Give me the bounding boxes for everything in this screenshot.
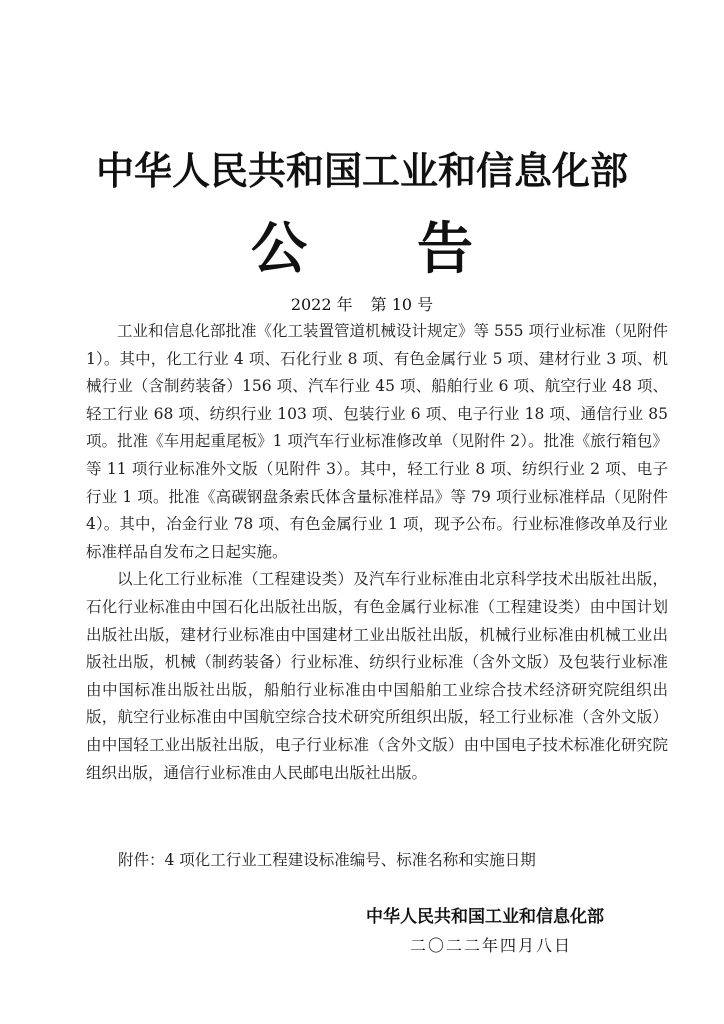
announcement-body [86, 318, 668, 787]
announcement-title [0, 205, 724, 285]
title-char-2: 告 [417, 217, 473, 282]
document-year: 2022 年 [290, 295, 353, 314]
signature-date: 二〇二二年四月八日 [409, 936, 572, 955]
attachment-line: 附件：4 项化工行业工程建设标准编号、标准名称和实施日期 [118, 851, 536, 869]
title-char-1: 公 [251, 217, 307, 282]
ministry-header: 中华人民共和国工业和信息化部 [95, 149, 628, 193]
signature-organization: 中华人民共和国工业和信息化部 [366, 907, 604, 927]
body-paragraph-2: 以上化工行业标准（工程建设类）及汽车行业标准由北京科学技术出版社出版，石化行业标准由中国石化出版社出版，有色金属行业标准（工程建设类）由中国计划出版社出版，建材行业标准由中国建材工业出版社出版，机械行业标准由机械工业出版社出版，机械（制药装备）行业标准、纺织行业标准（含外文版）及包装行业标准由中国标准出版社出版，船舶行业标准由中国船舶工业综合技术经济研究院组织出版，航空行业标准由中国航空综合技术研究所组织出版，轻工行业标准（含外文版）由中国轻工业出版社出版，电子行业标准（含外文版）由中国电子技术标准化研究院组织出版，通信行业标准由人民邮电出版社出版。 [86, 570, 668, 782]
document-issue-number: 第 10 号 [370, 295, 434, 314]
document-number [0, 292, 724, 315]
body-paragraph-1: 工业和信息化部批准《化工装置管道机械设计规定》等 555 项行业标准（见附件 1）。其中，化工行业 4 项、石化行业 8 项、有色金属行业 5 项、建材行业 3 项、机械行业（含制药装备）156 项、汽车行业 45 项、船舶行业 6 项、航空行业 48 项、轻工行业 68 项、纺织行业 103 项、包装行业 6 项、电子行业 18 项、通信行业 85 项。批准《车用起重尾板》1 项汽车行业标准修改单（见附件 2）。批准《旅行箱包》等 11 项行业标准外文版（见附件 3）。其中，轻工行业 8 项、纺织行业 2 项、电子行业 1 项。批准《高碳钢盘条索氏体含量标准样品》等 79 项行业标准样品（见附件 4）。其中，冶金行业 78 项、有色金属行业 1 项，现予公布。行业标准修改单及行业标准样品自发布之日起实施。 [86, 322, 668, 561]
